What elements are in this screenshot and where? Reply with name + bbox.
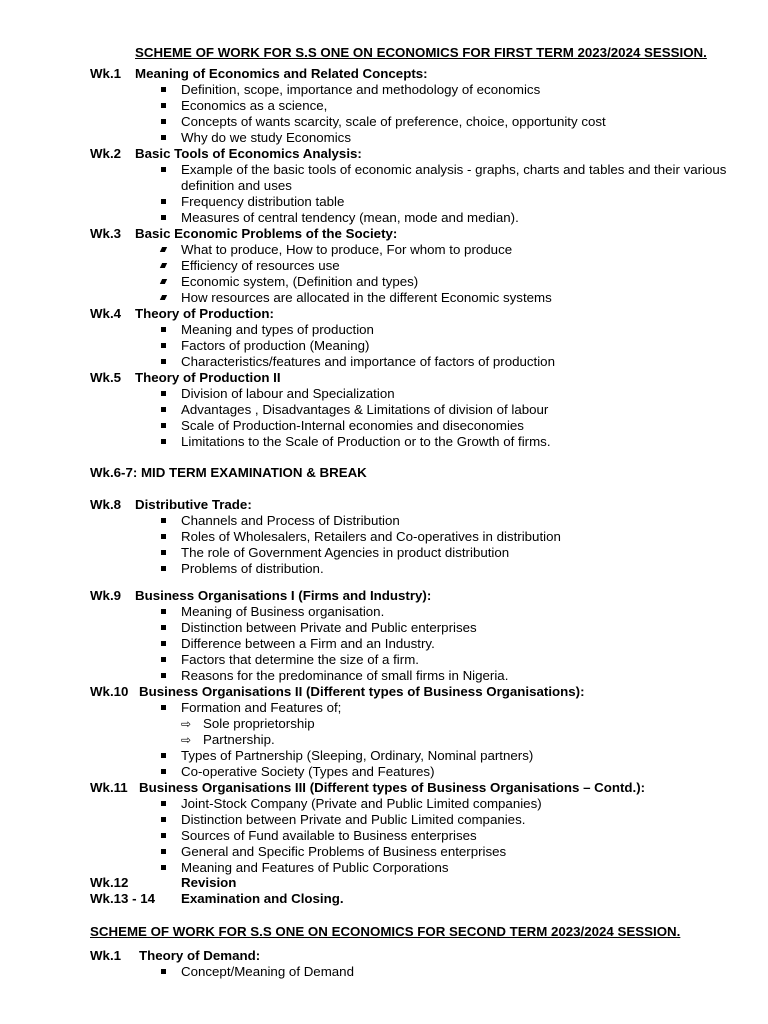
list-item: Advantages , Disadvantages & Limitations of division of labour <box>161 402 551 418</box>
midterm-break-heading: Wk.6-7: MID TERM EXAMINATION & BREAK <box>90 465 367 480</box>
week-number: Wk.12 <box>90 875 129 890</box>
square-bullet-icon <box>161 135 166 140</box>
week-1-topics <box>161 82 606 146</box>
week-11-topics <box>161 796 542 876</box>
square-bullet-icon <box>161 673 166 678</box>
list-item: How resources are allocated in the different Economic systems <box>161 290 552 306</box>
week-title: Business Organisations II (Different types of Business Organisations): <box>139 684 585 699</box>
week-number: Wk.3 <box>90 226 122 241</box>
list-item: Measures of central tendency (mean, mode and median). <box>161 210 726 226</box>
week-number: Wk.13 - 14 <box>90 891 156 906</box>
square-bullet-icon <box>161 518 166 523</box>
square-bullet-icon <box>161 327 166 332</box>
square-bullet-icon <box>161 641 166 646</box>
week-title: Basic Economic Problems of the Society: <box>135 226 398 241</box>
list-item: Meaning and types of production <box>161 322 555 338</box>
week-title: Business Organisations I (Firms and Industry): <box>135 588 432 603</box>
square-bullet-icon <box>161 407 166 412</box>
list-item: The role of Government Agencies in product distribution <box>161 545 561 561</box>
list-item: Economics as a science, <box>161 98 606 114</box>
week-title: Theory of Production II <box>135 370 281 385</box>
week-number: Wk.9 <box>90 588 122 603</box>
square-bullet-icon <box>161 769 166 774</box>
square-bullet-icon <box>161 359 166 364</box>
list-item: Meaning of Business organisation. <box>161 604 508 620</box>
list-item: Problems of distribution. <box>161 561 561 577</box>
square-bullet-icon <box>161 423 166 428</box>
week-number: Wk.10 <box>90 684 129 699</box>
list-item: Distinction between Private and Public enterprises <box>161 620 508 636</box>
list-item: Example of the basic tools of economic analysis - graphs, charts and tables and their various <box>161 162 726 178</box>
list-item: Roles of Wholesalers, Retailers and Co-operatives in distribution <box>161 529 561 545</box>
week-title: Examination and Closing. <box>181 891 344 906</box>
first-term-title: SCHEME OF WORK FOR S.S ONE ON ECONOMICS FOR FIRST TERM 2023/2024 SESSION. <box>135 45 707 60</box>
square-bullet-icon <box>161 167 166 172</box>
week-number: Wk.2 <box>90 146 122 161</box>
week-title: Distributive Trade: <box>135 497 252 512</box>
week-4-topics <box>161 322 555 370</box>
week-number: Wk.4 <box>90 306 122 321</box>
square-bullet-icon <box>161 849 166 854</box>
square-bullet-icon <box>161 566 166 571</box>
list-item: Factors of production (Meaning) <box>161 338 555 354</box>
square-bullet-icon <box>161 817 166 822</box>
week-3-topics <box>161 242 552 306</box>
square-bullet-icon <box>161 657 166 662</box>
week-number: Wk.5 <box>90 370 122 385</box>
week-title: Revision <box>181 875 237 890</box>
week-8-topics <box>161 513 561 577</box>
square-bullet-icon <box>161 103 166 108</box>
square-bullet-icon <box>161 801 166 806</box>
week-title: Theory of Demand: <box>139 948 261 963</box>
square-bullet-icon <box>161 753 166 758</box>
list-item: Economic system, (Definition and types) <box>161 274 552 290</box>
list-item: Definition, scope, importance and methodology of economics <box>161 82 606 98</box>
list-item: Co-operative Society (Types and Features) <box>161 764 533 780</box>
slanted-bullet-icon <box>160 263 167 268</box>
list-item: Why do we study Economics <box>161 130 606 146</box>
hollow-arrow-icon: ⇨ <box>181 733 192 747</box>
list-item: Efficiency of resources use <box>161 258 552 274</box>
slanted-bullet-icon <box>160 247 167 252</box>
list-item: Concepts of wants scarcity, scale of preference, choice, opportunity cost <box>161 114 606 130</box>
second-term-week-1-topics <box>161 964 354 980</box>
square-bullet-icon <box>161 550 166 555</box>
list-item-continuation: definition and uses <box>181 178 292 193</box>
list-item: Characteristics/features and importance of factors of production <box>161 354 555 370</box>
week-5-topics <box>161 386 551 450</box>
square-bullet-icon <box>161 343 166 348</box>
list-item: Limitations to the Scale of Production or to the Growth of firms. <box>161 434 551 450</box>
week-9-topics <box>161 604 508 684</box>
slanted-bullet-icon <box>160 279 167 284</box>
list-item: Frequency distribution table <box>161 194 726 210</box>
sub-list-item: ⇨ Sole proprietorship <box>181 716 315 731</box>
week-number: Wk.1 <box>90 948 122 963</box>
square-bullet-icon <box>161 969 166 974</box>
square-bullet-icon <box>161 119 166 124</box>
list-item: Formation and Features of; <box>161 700 533 716</box>
list-item: Channels and Process of Distribution <box>161 513 561 529</box>
square-bullet-icon <box>161 705 166 710</box>
hollow-arrow-icon: ⇨ <box>181 717 192 731</box>
list-item: Concept/Meaning of Demand <box>161 964 354 980</box>
list-item: Difference between a Firm and an Industry. <box>161 636 508 652</box>
slanted-bullet-icon <box>160 295 167 300</box>
week-number: Wk.8 <box>90 497 122 512</box>
week-2-topics <box>161 162 726 226</box>
week-title: Theory of Production: <box>135 306 274 321</box>
list-item: Meaning and Features of Public Corporations <box>161 860 542 876</box>
list-item: Factors that determine the size of a firm. <box>161 652 508 668</box>
square-bullet-icon <box>161 199 166 204</box>
square-bullet-icon <box>161 439 166 444</box>
week-number: Wk.1 <box>90 66 122 81</box>
square-bullet-icon <box>161 534 166 539</box>
week-title: Business Organisations III (Different types of Business Organisations – Contd.): <box>139 780 646 795</box>
list-item: What to produce, How to produce, For whom to produce <box>161 242 552 258</box>
list-item: Reasons for the predominance of small firms in Nigeria. <box>161 668 508 684</box>
square-bullet-icon <box>161 215 166 220</box>
list-item: Division of labour and Specialization <box>161 386 551 402</box>
list-item: General and Specific Problems of Business enterprises <box>161 844 542 860</box>
week-10-topics <box>161 700 533 780</box>
square-bullet-icon <box>161 865 166 870</box>
week-title: Meaning of Economics and Related Concepts: <box>135 66 428 81</box>
week-title: Basic Tools of Economics Analysis: <box>135 146 362 161</box>
list-item: Sources of Fund available to Business enterprises <box>161 828 542 844</box>
square-bullet-icon <box>161 625 166 630</box>
list-item: Joint-Stock Company (Private and Public Limited companies) <box>161 796 542 812</box>
square-bullet-icon <box>161 833 166 838</box>
second-term-title: SCHEME OF WORK FOR S.S ONE ON ECONOMICS FOR SECOND TERM 2023/2024 SESSION. <box>90 924 681 939</box>
week-number: Wk.11 <box>90 780 128 795</box>
square-bullet-icon <box>161 87 166 92</box>
square-bullet-icon <box>161 391 166 396</box>
sub-list-item: ⇨ Partnership. <box>181 732 275 747</box>
list-item: Types of Partnership (Sleeping, Ordinary, Nominal partners) <box>161 748 533 764</box>
list-item: Distinction between Private and Public Limited companies. <box>161 812 542 828</box>
square-bullet-icon <box>161 609 166 614</box>
list-item: Scale of Production-Internal economies and diseconomies <box>161 418 551 434</box>
